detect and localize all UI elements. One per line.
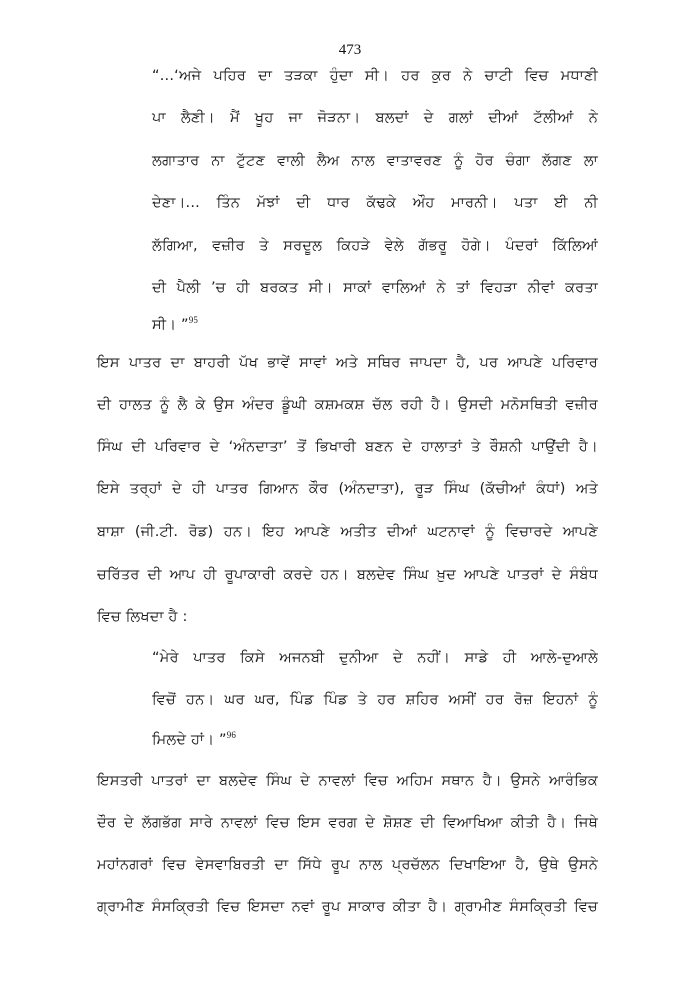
paragraph-line: ਦੌਰ ਦੇ ਲੱਗਭੱਗ ਸਾਰੇ ਨਾਵਲਾਂ ਵਿਚ ਇਸ ਵਰਗ ਦੇ ਸ਼ੋਸ਼ਣ ਦੀ ਵਿਆਖਿਆ ਕੀਤੀ ਹੈ। ਜਿਥੇ: [97, 815, 598, 831]
quote-line: ਦੇਣਾ।... ਤਿੰਨ ਮੱਝਾਂ ਦੀ ਧਾਰ ਕੱਢਕੇ ਔਹ ਮਾਰਨੀ। ਪਤਾ ਈ ਨੀ: [152, 195, 598, 211]
paragraph-line: ਚਰਿੱਤਰ ਦੀ ਆਪ ਹੀ ਰੂਪਾਕਾਰੀ ਕਰਦੇ ਹਨ। ਬਲਦੇਵ ਸਿੰਘ ਖ਼ੁਦ ਆਪਣੇ ਪਾਤਰਾਂ ਦੇ ਸੰਬੰਧ: [97, 567, 598, 583]
paragraph-line: ਮਹਾਂਨਗਰਾਂ ਵਿਚ ਵੇਸਵਾਬਿਰਤੀ ਦਾ ਸਿੱਧੇ ਰੂਪ ਨਾਲ ਪ੍ਰਚੱਲਨ ਦਿਖਾਇਆ ਹੈ, ਉਥੇ ਉਸਨੇ: [97, 857, 598, 873]
paragraph-line: ਵਿਚ ਲਿਖਦਾ ਹੈ :: [97, 609, 188, 625]
quote-text: ਮਿਲਦੇ ਹਾਂ। ”: [152, 732, 227, 748]
quote-line: ਲਗਾਤਾਰ ਨਾ ਟੁੱਟਣ ਵਾਲੀ ਲੈਅ ਨਾਲ ਵਾਤਾਵਰਣ ਨੂੰ ਹੋਰ ਚੰਗਾ ਲੱਗਣ ਲਾ: [152, 153, 598, 169]
paragraph-line: ਇਸ ਪਾਤਰ ਦਾ ਬਾਹਰੀ ਪੱਖ ਭਾਵੇਂ ਸਾਵਾਂ ਅਤੇ ਸਥਿਰ ਜਾਪਦਾ ਹੈ, ਪਰ ਆਪਣੇ ਪਰਿਵਾਰ: [97, 355, 598, 371]
quote-line: “ਮੇਰੇ ਪਾਤਰ ਕਿਸੇ ਅਜਨਬੀ ਦੁਨੀਆ ਦੇ ਨਹੀਂ। ਸਾਡੇ ਹੀ ਆਲੇ-ਦੁਆਲੇ: [152, 650, 598, 666]
paragraph-line: ਸਿੰਘ ਦੀ ਪਰਿਵਾਰ ਦੇ ‘ਅੰਨਦਾਤਾ’ ਤੋਂ ਭਿਖਾਰੀ ਬਣਨ ਦੇ ਹਾਲਾਤਾਂ ਤੇ ਰੌਸ਼ਨੀ ਪਾਉਂਦੀ ਹੈ।: [97, 439, 598, 455]
quote-line: “...‘ਅਜੇ ਪਹਿਰ ਦਾ ਤੜਕਾ ਹੁੰਦਾ ਸੀ। ਹਰ ਕੁਰ ਨੇ ਚਾਟੀ ਵਿਚ ਮਧਾਣੀ: [152, 68, 598, 84]
quote-line: ਪਾ ਲੈਣੀ। ਮੈਂ ਖੂਹ ਜਾ ਜੋੜਨਾ। ਬਲਦਾਂ ਦੇ ਗਲਾਂ ਦੀਆਂ ਟੱਲੀਆਂ ਨੇ: [152, 110, 598, 126]
paragraph-line: ਗ੍ਰਾਮੀਣ ਸੰਸਕ੍ਰਿਤੀ ਵਿਚ ਇਸਦਾ ਨਵਾਂ ਰੂਪ ਸਾਕਾਰ ਕੀਤਾ ਹੈ। ਗ੍ਰਾਮੀਣ ਸੰਸਕ੍ਰਿਤੀ ਵਿਚ: [97, 899, 598, 915]
quote-text: ਸੀ। ”: [152, 317, 189, 333]
quote-line: ਲੱਗਿਆ, ਵਜ਼ੀਰ ਤੇ ਸਰਦੂਲ ਕਿਹੜੇ ਵੇਲੇ ਗੱਭਰੂ ਹੋਗੇ। ਪੰਦਰਾਂ ਕਿੱਲਿਆਂ: [152, 238, 598, 254]
quote-line-last: [152, 730, 598, 750]
page-number: 473: [338, 42, 362, 58]
paragraph-line: ਇਸਤਰੀ ਪਾਤਰਾਂ ਦਾ ਬਲਦੇਵ ਸਿੰਘ ਦੇ ਨਾਵਲਾਂ ਵਿਚ ਅਹਿਮ ਸਥਾਨ ਹੈ। ਉਸਨੇ ਆਰੰਭਿਕ: [97, 773, 598, 789]
quote-line: ਦੀ ਪੈਲੀ ’ਚ ਹੀ ਬਰਕਤ ਸੀ। ਸਾਕਾਂ ਵਾਲਿਆਂ ਨੇ ਤਾਂ ਵਿਹੜਾ ਨੀਵਾਂ ਕਰਤਾ: [152, 280, 598, 296]
quote-line-last: [152, 315, 598, 335]
paragraph-line: ਬਾਸ਼ਾ (ਜੀ.ਟੀ. ਰੋਡ) ਹਨ। ਇਹ ਆਪਣੇ ਅਤੀਤ ਦੀਆਂ ਘਟਨਾਵਾਂ ਨੂੰ ਵਿਚਾਰਦੇ ਆਪਣੇ: [97, 524, 598, 540]
paragraph-line: ਇਸੇ ਤਰ੍ਹਾਂ ਦੇ ਹੀ ਪਾਤਰ ਗਿਆਨ ਕੌਰ (ਅੰਨਦਾਤਾ), ਰੂੜ ਸਿੰਘ (ਕੱਚੀਆਂ ਕੰਧਾਂ) ਅਤੇ: [97, 481, 598, 497]
paragraph-line: ਦੀ ਹਾਲਤ ਨੂੰ ਲੈ ਕੇ ਉਸ ਅੰਦਰ ਡੂੰਘੀ ਕਸ਼ਮਕਸ਼ ਚੱਲ ਰਹੀ ਹੈ। ਉਸਦੀ ਮਨੋਸਥਿਤੀ ਵਜ਼ੀਰ: [97, 397, 598, 413]
footnote-marker: 96: [226, 730, 237, 741]
quote-line: ਵਿਚੋਂ ਹਨ। ਘਰ ਘਰ, ਪਿੰਡ ਪਿੰਡ ਤੇ ਹਰ ਸ਼ਹਿਰ ਅਸੀਂ ਹਰ ਰੋਜ਼ ਇਹਨਾਂ ਨੂੰ: [152, 692, 598, 708]
footnote-marker: 95: [188, 315, 199, 326]
